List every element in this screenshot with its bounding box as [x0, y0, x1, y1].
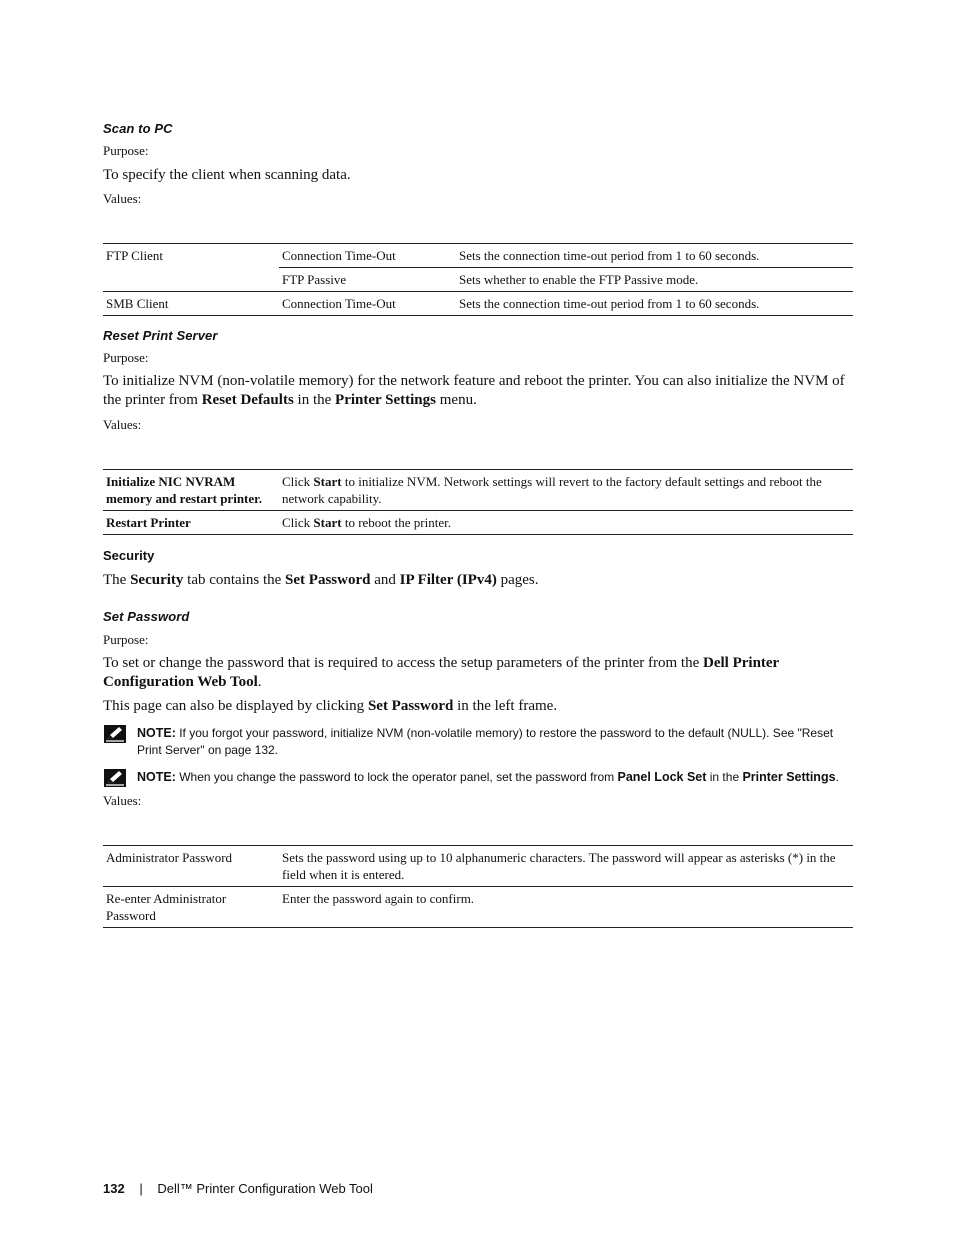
- table-row: [103, 292, 853, 316]
- table-cell-name: Re-enter Administrator Password: [103, 887, 279, 928]
- purpose-label: Purpose:: [103, 143, 149, 158]
- table-cell-group: FTP Client: [103, 244, 279, 268]
- section-heading-scan-to-pc: Scan to PC: [103, 121, 173, 136]
- table-cell-name: Administrator Password: [103, 846, 279, 887]
- page-footer: [103, 1181, 373, 1196]
- table-row: [103, 268, 853, 292]
- table-cell-desc: Click Start to initialize NVM. Network settings will revert to the factory default settings and reboot the network capability.: [279, 470, 853, 511]
- reset-defaults-term: Reset Defaults: [201, 392, 294, 408]
- table-cell-desc: Click Start to reboot the printer.: [279, 511, 853, 535]
- table-row: [103, 511, 853, 535]
- footer-separator: |: [139, 1181, 143, 1196]
- values-label: Values:: [103, 793, 142, 808]
- section-heading-reset-print-server: Reset Print Server: [103, 328, 218, 343]
- security-text: The Security tab contains the Set Password and IP Filter (IPv4) pages.: [103, 572, 539, 588]
- reset-print-server-values-table: [103, 469, 853, 535]
- table-cell-item: Connection Time-Out: [279, 244, 456, 268]
- scan-to-pc-values-table: [103, 243, 853, 316]
- purpose-label: Purpose:: [103, 632, 149, 647]
- purpose-text: To set or change the password that is required to access the setup parameters of the printer from the Dell Printer Configuration Web Tool.: [103, 655, 779, 690]
- values-label: Values:: [103, 417, 142, 432]
- table-cell-item: FTP Passive: [279, 268, 456, 292]
- purpose-text: To specify the client when scanning data.: [103, 167, 351, 183]
- section-heading-set-password: Set Password: [103, 609, 190, 624]
- set-password-values-table: [103, 845, 853, 928]
- table-cell-desc: Enter the password again to confirm.: [279, 887, 853, 928]
- purpose-text: To initialize NVM (non-volatile memory) for the network feature and reboot the printer. You can also initialize the NVM of the printer from Reset Defaults in the Printer Settings menu.: [103, 373, 845, 408]
- table-row: [103, 887, 853, 928]
- table-row: [103, 846, 853, 887]
- section-heading-security: Security: [103, 548, 155, 563]
- note-panel-lock: NOTE: When you change the password to lock the operator panel, set the password from Panel Lock Set in the Printer Settings.: [137, 770, 839, 784]
- footer-title: Dell™ Printer Configuration Web Tool: [157, 1181, 373, 1196]
- table-cell-desc: Sets whether to enable the FTP Passive mode.: [456, 268, 853, 292]
- table-row: [103, 244, 853, 268]
- table-cell-desc: Sets the connection time-out period from 1 to 60 seconds.: [456, 244, 853, 268]
- page-number: 132: [103, 1181, 125, 1196]
- table-cell-group: SMB Client: [103, 292, 279, 316]
- table-cell-group: [103, 268, 279, 292]
- table-row: [103, 470, 853, 511]
- table-cell-desc: Sets the password using up to 10 alphanumeric characters. The password will appear as asterisks (*) in the field when it is entered.: [279, 846, 853, 887]
- note-forgot-password: NOTE: If you forgot your password, initialize NVM (non-volatile memory) to restore the password to the default (NULL). See "Reset Print Server" on page 132.: [137, 726, 834, 757]
- table-cell-desc: Sets the connection time-out period from 1 to 60 seconds.: [456, 292, 853, 316]
- also-text: This page can also be displayed by clicking Set Password in the left frame.: [103, 698, 558, 714]
- table-cell-name: Restart Printer: [103, 511, 279, 535]
- note-pencil-icon: [104, 769, 126, 787]
- values-label: Values:: [103, 191, 142, 206]
- table-cell-item: Connection Time-Out: [279, 292, 456, 316]
- printer-settings-term: Printer Settings: [335, 392, 436, 408]
- table-cell-name: Initialize NIC NVRAM memory and restart printer.: [103, 470, 279, 511]
- note-pencil-icon: [104, 725, 126, 743]
- purpose-label: Purpose:: [103, 350, 149, 365]
